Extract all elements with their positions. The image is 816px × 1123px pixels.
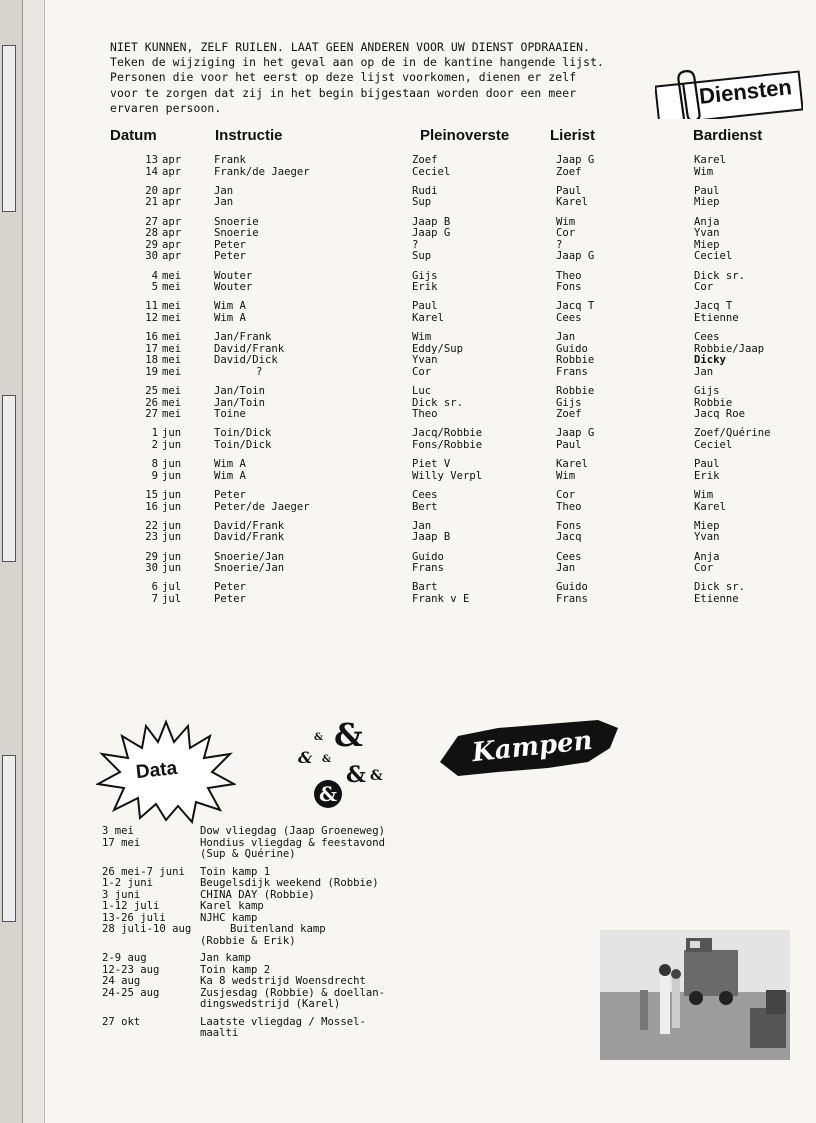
- row-instructie: Toin/Dick: [214, 427, 272, 440]
- row-day: 27: [145, 408, 158, 421]
- row-instructie: Wim A: [214, 458, 246, 471]
- row-month: jun: [162, 427, 182, 440]
- row-month: mei: [162, 300, 182, 313]
- row-pleinoverste: Sup: [412, 250, 432, 263]
- row-pleinoverste: Wim: [412, 331, 432, 344]
- row-month: mei: [162, 354, 182, 367]
- event-date: 12-23 aug: [102, 963, 160, 976]
- event-text: NJHC kamp: [200, 911, 258, 924]
- row-pleinoverste: Jaap G: [412, 227, 451, 240]
- binder-tab: [2, 755, 16, 922]
- event-date: 3 mei: [102, 825, 134, 837]
- row-bardienst: Anja: [694, 215, 720, 228]
- row-month: apr: [162, 165, 182, 178]
- row-instructie: Jan: [214, 196, 234, 209]
- row-lierist: Karel: [556, 196, 588, 209]
- row-day: 6: [151, 581, 158, 594]
- row-day: 16: [145, 500, 158, 513]
- row-bardienst: Jan: [694, 365, 714, 378]
- ampersand-icon: &: [314, 732, 324, 743]
- row-instructie: ?: [256, 365, 263, 378]
- event-text: (Sup & Quérine): [200, 848, 296, 860]
- row-lierist: Jacq: [556, 531, 582, 544]
- airfield-photo: [600, 930, 790, 1060]
- row-month: mei: [162, 281, 182, 294]
- event-date: 28 juli-10 aug: [102, 923, 192, 935]
- row-instructie: Jan/Frank: [214, 331, 272, 344]
- row-bardienst: Paul: [694, 184, 720, 197]
- row-bardienst: Dick sr.: [694, 581, 746, 594]
- ampersand-decoration: [298, 718, 390, 810]
- row-day: 27: [145, 215, 158, 228]
- row-day: 29: [145, 238, 158, 251]
- kampen-banner: [438, 718, 620, 778]
- row-day: 20: [145, 184, 158, 197]
- event-date: 1-12 juli: [102, 900, 160, 912]
- row-month: jun: [162, 519, 182, 532]
- intro-line: Teken de wijziging in het geval aan op de in de kantine hangende lijst.: [110, 55, 604, 70]
- row-bardienst: Wim: [694, 489, 714, 501]
- event-date: 26 mei-7 juni: [102, 865, 185, 878]
- row-lierist: Paul: [556, 439, 582, 452]
- row-bardienst: Etienne: [694, 311, 739, 324]
- event-text: Laatste vliegdag / Mossel-: [200, 1015, 366, 1028]
- row-lierist: Zoef: [556, 408, 582, 421]
- row-day: 30: [145, 250, 158, 263]
- row-pleinoverste: Eddy/Sup: [412, 342, 464, 355]
- row-day: 17: [145, 342, 158, 355]
- event-text: CHINA DAY (Robbie): [200, 888, 315, 901]
- header-bardienst: Bardienst: [693, 127, 763, 144]
- row-instructie: Toine: [214, 408, 246, 421]
- row-bardienst: Zoef/Quérine: [694, 427, 771, 440]
- row-pleinoverste: Erik: [412, 281, 438, 294]
- row-bardienst: Ceciel: [694, 250, 733, 263]
- row-instructie: Jan/Toin: [214, 396, 266, 409]
- row-instructie: Wim A: [214, 300, 246, 313]
- row-bardienst: Robbie: [694, 396, 733, 409]
- row-bardienst: Wim: [694, 165, 714, 178]
- row-instructie: Wouter: [214, 281, 253, 294]
- event-text: Toin kamp 2: [200, 963, 271, 976]
- row-bardienst: Erik: [694, 469, 720, 482]
- row-lierist: Gijs: [556, 396, 582, 409]
- event-date: 1-2 juni: [102, 877, 154, 889]
- ampersand-icon: &: [314, 780, 342, 808]
- row-bardienst: Jacq Roe: [694, 408, 746, 421]
- row-bardienst: Miep: [694, 196, 720, 209]
- row-pleinoverste: Paul: [412, 300, 438, 313]
- row-pleinoverste: Luc: [412, 385, 432, 398]
- row-bardienst: Robbie/Jaap: [694, 342, 765, 355]
- row-day: 13: [145, 154, 158, 166]
- row-lierist: Cor: [556, 227, 576, 240]
- row-pleinoverste: Dick sr.: [412, 396, 464, 409]
- row-lierist: Frans: [556, 592, 588, 605]
- row-bardienst: Ceciel: [694, 439, 733, 452]
- row-pleinoverste: Jan: [412, 519, 432, 532]
- row-instructie: Snoerie/Jan: [214, 550, 285, 563]
- row-bardienst: Jacq T: [694, 300, 733, 313]
- intro-line: voor te zorgen dat zij in het begin bijgestaan worden door een meer: [110, 85, 577, 100]
- ampersand-icon: &: [370, 768, 383, 784]
- row-bardienst: Karel: [694, 154, 726, 166]
- row-month: mei: [162, 408, 182, 421]
- stamp-label: Diensten: [697, 74, 793, 109]
- row-day: 28: [145, 227, 158, 240]
- row-day: 23: [145, 531, 158, 544]
- row-instructie: Peter: [214, 238, 246, 251]
- event-text: Zusjesdag (Robbie) & doellan-: [200, 986, 385, 999]
- row-bardienst: Dick sr.: [694, 269, 746, 282]
- row-lierist: Guido: [556, 342, 588, 355]
- row-day: 14: [145, 165, 158, 178]
- row-month: apr: [162, 154, 182, 166]
- row-instructie: Snoerie: [214, 215, 259, 228]
- intro-line: ervaren persoon.: [110, 100, 222, 115]
- row-instructie: Snoerie/Jan: [214, 562, 285, 575]
- row-bardienst: Gijs: [694, 385, 720, 398]
- row-lierist: ?: [556, 238, 563, 251]
- row-lierist: Jan: [556, 331, 576, 344]
- event-date: 2-9 aug: [102, 952, 147, 964]
- row-pleinoverste: Frank v E: [412, 592, 470, 605]
- event-text: Dow vliegdag (Jaap Groeneweg): [200, 825, 385, 837]
- event-date: 3 juni: [102, 888, 141, 901]
- row-month: mei: [162, 342, 182, 355]
- row-bardienst: Yvan: [694, 531, 720, 544]
- diensten-stamp: [655, 65, 803, 119]
- row-pleinoverste: Piet V: [412, 458, 451, 471]
- row-day: 22: [145, 519, 158, 532]
- row-pleinoverste: Theo: [412, 408, 438, 421]
- row-instructie: Snoerie: [214, 227, 259, 240]
- row-bardienst: Dicky: [694, 354, 726, 367]
- ampersand-icon: &: [298, 748, 313, 767]
- row-lierist: Wim: [556, 215, 576, 228]
- row-bardienst: Miep: [694, 519, 720, 532]
- row-pleinoverste: Zoef: [412, 154, 438, 166]
- row-month: jun: [162, 562, 182, 575]
- row-lierist: Cor: [556, 489, 576, 501]
- row-day: 15: [145, 489, 158, 501]
- row-month: jun: [162, 531, 182, 544]
- row-pleinoverste: ?: [412, 238, 419, 251]
- row-instructie: Wouter: [214, 269, 253, 282]
- row-pleinoverste: Cees: [412, 489, 438, 501]
- event-text: Beugelsdijk weekend (Robbie): [200, 877, 379, 889]
- row-day: 4: [151, 269, 158, 282]
- row-instructie: Peter: [214, 592, 246, 605]
- ampersand-icon: &: [346, 762, 366, 788]
- intro-paragraph: [110, 40, 604, 116]
- row-day: 5: [151, 281, 158, 294]
- row-day: 8: [151, 458, 158, 471]
- row-bardienst: Yvan: [694, 227, 720, 240]
- row-lierist: Robbie: [556, 354, 595, 367]
- row-pleinoverste: Jaap B: [412, 531, 451, 544]
- row-pleinoverste: Cor: [412, 365, 432, 378]
- row-pleinoverste: Bart: [412, 581, 438, 594]
- row-lierist: Robbie: [556, 385, 595, 398]
- row-instructie: Frank/de Jaeger: [214, 165, 310, 178]
- event-text: Hondius vliegdag & feestavond: [200, 836, 385, 849]
- row-pleinoverste: Karel: [412, 311, 444, 324]
- row-day: 7: [151, 592, 158, 605]
- row-bardienst: Cees: [694, 331, 720, 344]
- row-day: 19: [145, 365, 158, 378]
- row-pleinoverste: Bert: [412, 500, 438, 513]
- row-instructie: Jan/Toin: [214, 385, 266, 398]
- row-lierist: Wim: [556, 469, 576, 482]
- row-instructie: Wim A: [214, 469, 246, 482]
- event-text: maalti: [200, 1027, 239, 1039]
- row-lierist: Guido: [556, 581, 588, 594]
- row-day: 16: [145, 331, 158, 344]
- row-pleinoverste: Rudi: [412, 184, 438, 197]
- row-instructie: David/Frank: [214, 342, 285, 355]
- row-day: 21: [145, 196, 158, 209]
- row-lierist: Jan: [556, 562, 576, 575]
- row-lierist: Cees: [556, 311, 582, 324]
- event-date: 27 okt: [102, 1015, 141, 1028]
- row-lierist: Jaap G: [556, 154, 595, 166]
- row-day: 26: [145, 396, 158, 409]
- row-lierist: Theo: [556, 500, 582, 513]
- row-bardienst: Etienne: [694, 592, 739, 605]
- row-lierist: Frans: [556, 365, 588, 378]
- binder-tab: [2, 395, 16, 562]
- row-pleinoverste: Fons/Robbie: [412, 439, 483, 452]
- row-instructie: David/Frank: [214, 531, 285, 544]
- row-day: 1: [151, 427, 158, 440]
- row-instructie: Peter: [214, 489, 246, 501]
- event-date: 24 aug: [102, 975, 141, 987]
- header-pleinoverste: Pleinoverste: [420, 127, 510, 144]
- event-text: (Robbie & Erik): [200, 934, 296, 947]
- row-month: jun: [162, 550, 182, 563]
- row-month: jun: [162, 500, 182, 513]
- row-month: apr: [162, 250, 182, 263]
- row-month: apr: [162, 184, 182, 197]
- row-day: 2: [151, 439, 158, 452]
- row-lierist: Zoef: [556, 165, 582, 178]
- row-lierist: Cees: [556, 550, 582, 563]
- row-instructie: Toin/Dick: [214, 439, 272, 452]
- row-pleinoverste: Willy Verpl: [412, 469, 483, 482]
- row-day: 29: [145, 550, 158, 563]
- row-month: mei: [162, 311, 182, 324]
- ampersand-icon: &: [322, 754, 332, 765]
- event-text: Toin kamp 1: [200, 865, 271, 878]
- row-pleinoverste: Jacq/Robbie: [412, 427, 483, 440]
- header-instructie: Instructie: [215, 127, 283, 144]
- photo-image: [600, 930, 790, 1060]
- row-day: 30: [145, 562, 158, 575]
- ampersand-icon: &: [334, 716, 363, 754]
- row-day: 18: [145, 354, 158, 367]
- row-instructie: Peter/de Jaeger: [214, 500, 310, 513]
- row-month: apr: [162, 196, 182, 209]
- row-bardienst: Paul: [694, 458, 720, 471]
- binder-tab: [2, 45, 16, 212]
- row-month: jul: [162, 592, 182, 605]
- row-month: jun: [162, 458, 182, 471]
- row-month: mei: [162, 365, 182, 378]
- event-text: Buitenland kamp: [230, 923, 326, 935]
- row-lierist: Karel: [556, 458, 588, 471]
- row-month: mei: [162, 385, 182, 398]
- row-bardienst: Cor: [694, 281, 714, 294]
- row-lierist: Theo: [556, 269, 582, 282]
- row-instructie: Peter: [214, 581, 246, 594]
- data-label: Data: [134, 757, 179, 784]
- row-month: mei: [162, 396, 182, 409]
- row-bardienst: Karel: [694, 500, 726, 513]
- event-date: 17 mei: [102, 836, 141, 849]
- row-lierist: Fons: [556, 519, 582, 532]
- intro-line: NIET KUNNEN, ZELF RUILEN. LAAT GEEN ANDEREN VOOR UW DIENST OPDRAAIEN.: [110, 40, 591, 54]
- event-text: Karel kamp: [200, 900, 264, 912]
- row-pleinoverste: Guido: [412, 550, 444, 563]
- event-date: 13-26 juli: [102, 911, 166, 924]
- row-pleinoverste: Frans: [412, 562, 444, 575]
- row-instructie: David/Frank: [214, 519, 285, 532]
- kampen-label: Kampen: [470, 725, 594, 769]
- row-month: jun: [162, 439, 182, 452]
- row-month: jun: [162, 489, 182, 501]
- row-day: 11: [145, 300, 158, 313]
- row-month: mei: [162, 269, 182, 282]
- event-text: dingswedstrijd (Karel): [200, 998, 341, 1010]
- row-month: jun: [162, 469, 182, 482]
- event-date: 24-25 aug: [102, 986, 160, 999]
- row-lierist: Jaap G: [556, 250, 595, 263]
- event-text: Jan kamp: [200, 952, 252, 964]
- row-month: mei: [162, 331, 182, 344]
- binder-edge: [0, 0, 23, 1123]
- row-month: jul: [162, 581, 182, 594]
- row-bardienst: Cor: [694, 562, 714, 575]
- row-lierist: Jaap G: [556, 427, 595, 440]
- header-datum: Datum: [110, 127, 157, 144]
- row-bardienst: Miep: [694, 238, 720, 251]
- row-day: 9: [151, 469, 158, 482]
- row-instructie: Wim A: [214, 311, 246, 324]
- row-instructie: Frank: [214, 154, 246, 166]
- row-pleinoverste: Ceciel: [412, 165, 451, 178]
- row-month: apr: [162, 238, 182, 251]
- row-pleinoverste: Sup: [412, 196, 432, 209]
- row-day: 25: [145, 385, 158, 398]
- row-bardienst: Anja: [694, 550, 720, 563]
- row-lierist: Fons: [556, 281, 582, 294]
- row-instructie: Peter: [214, 250, 246, 263]
- row-pleinoverste: Gijs: [412, 269, 438, 282]
- row-month: apr: [162, 215, 182, 228]
- row-day: 12: [145, 311, 158, 324]
- row-pleinoverste: Yvan: [412, 354, 438, 367]
- row-instructie: Jan: [214, 184, 234, 197]
- row-lierist: Jacq T: [556, 300, 595, 313]
- row-instructie: David/Dick: [214, 354, 278, 367]
- event-text: Ka 8 wedstrijd Woensdrecht: [200, 975, 366, 987]
- row-pleinoverste: Jaap B: [412, 215, 451, 228]
- intro-line: Personen die voor het eerst op deze lijst voorkomen, dienen er zelf: [110, 70, 577, 85]
- data-starburst: [96, 718, 236, 824]
- row-lierist: Paul: [556, 184, 582, 197]
- row-month: apr: [162, 227, 182, 240]
- header-lierist: Lierist: [550, 127, 596, 144]
